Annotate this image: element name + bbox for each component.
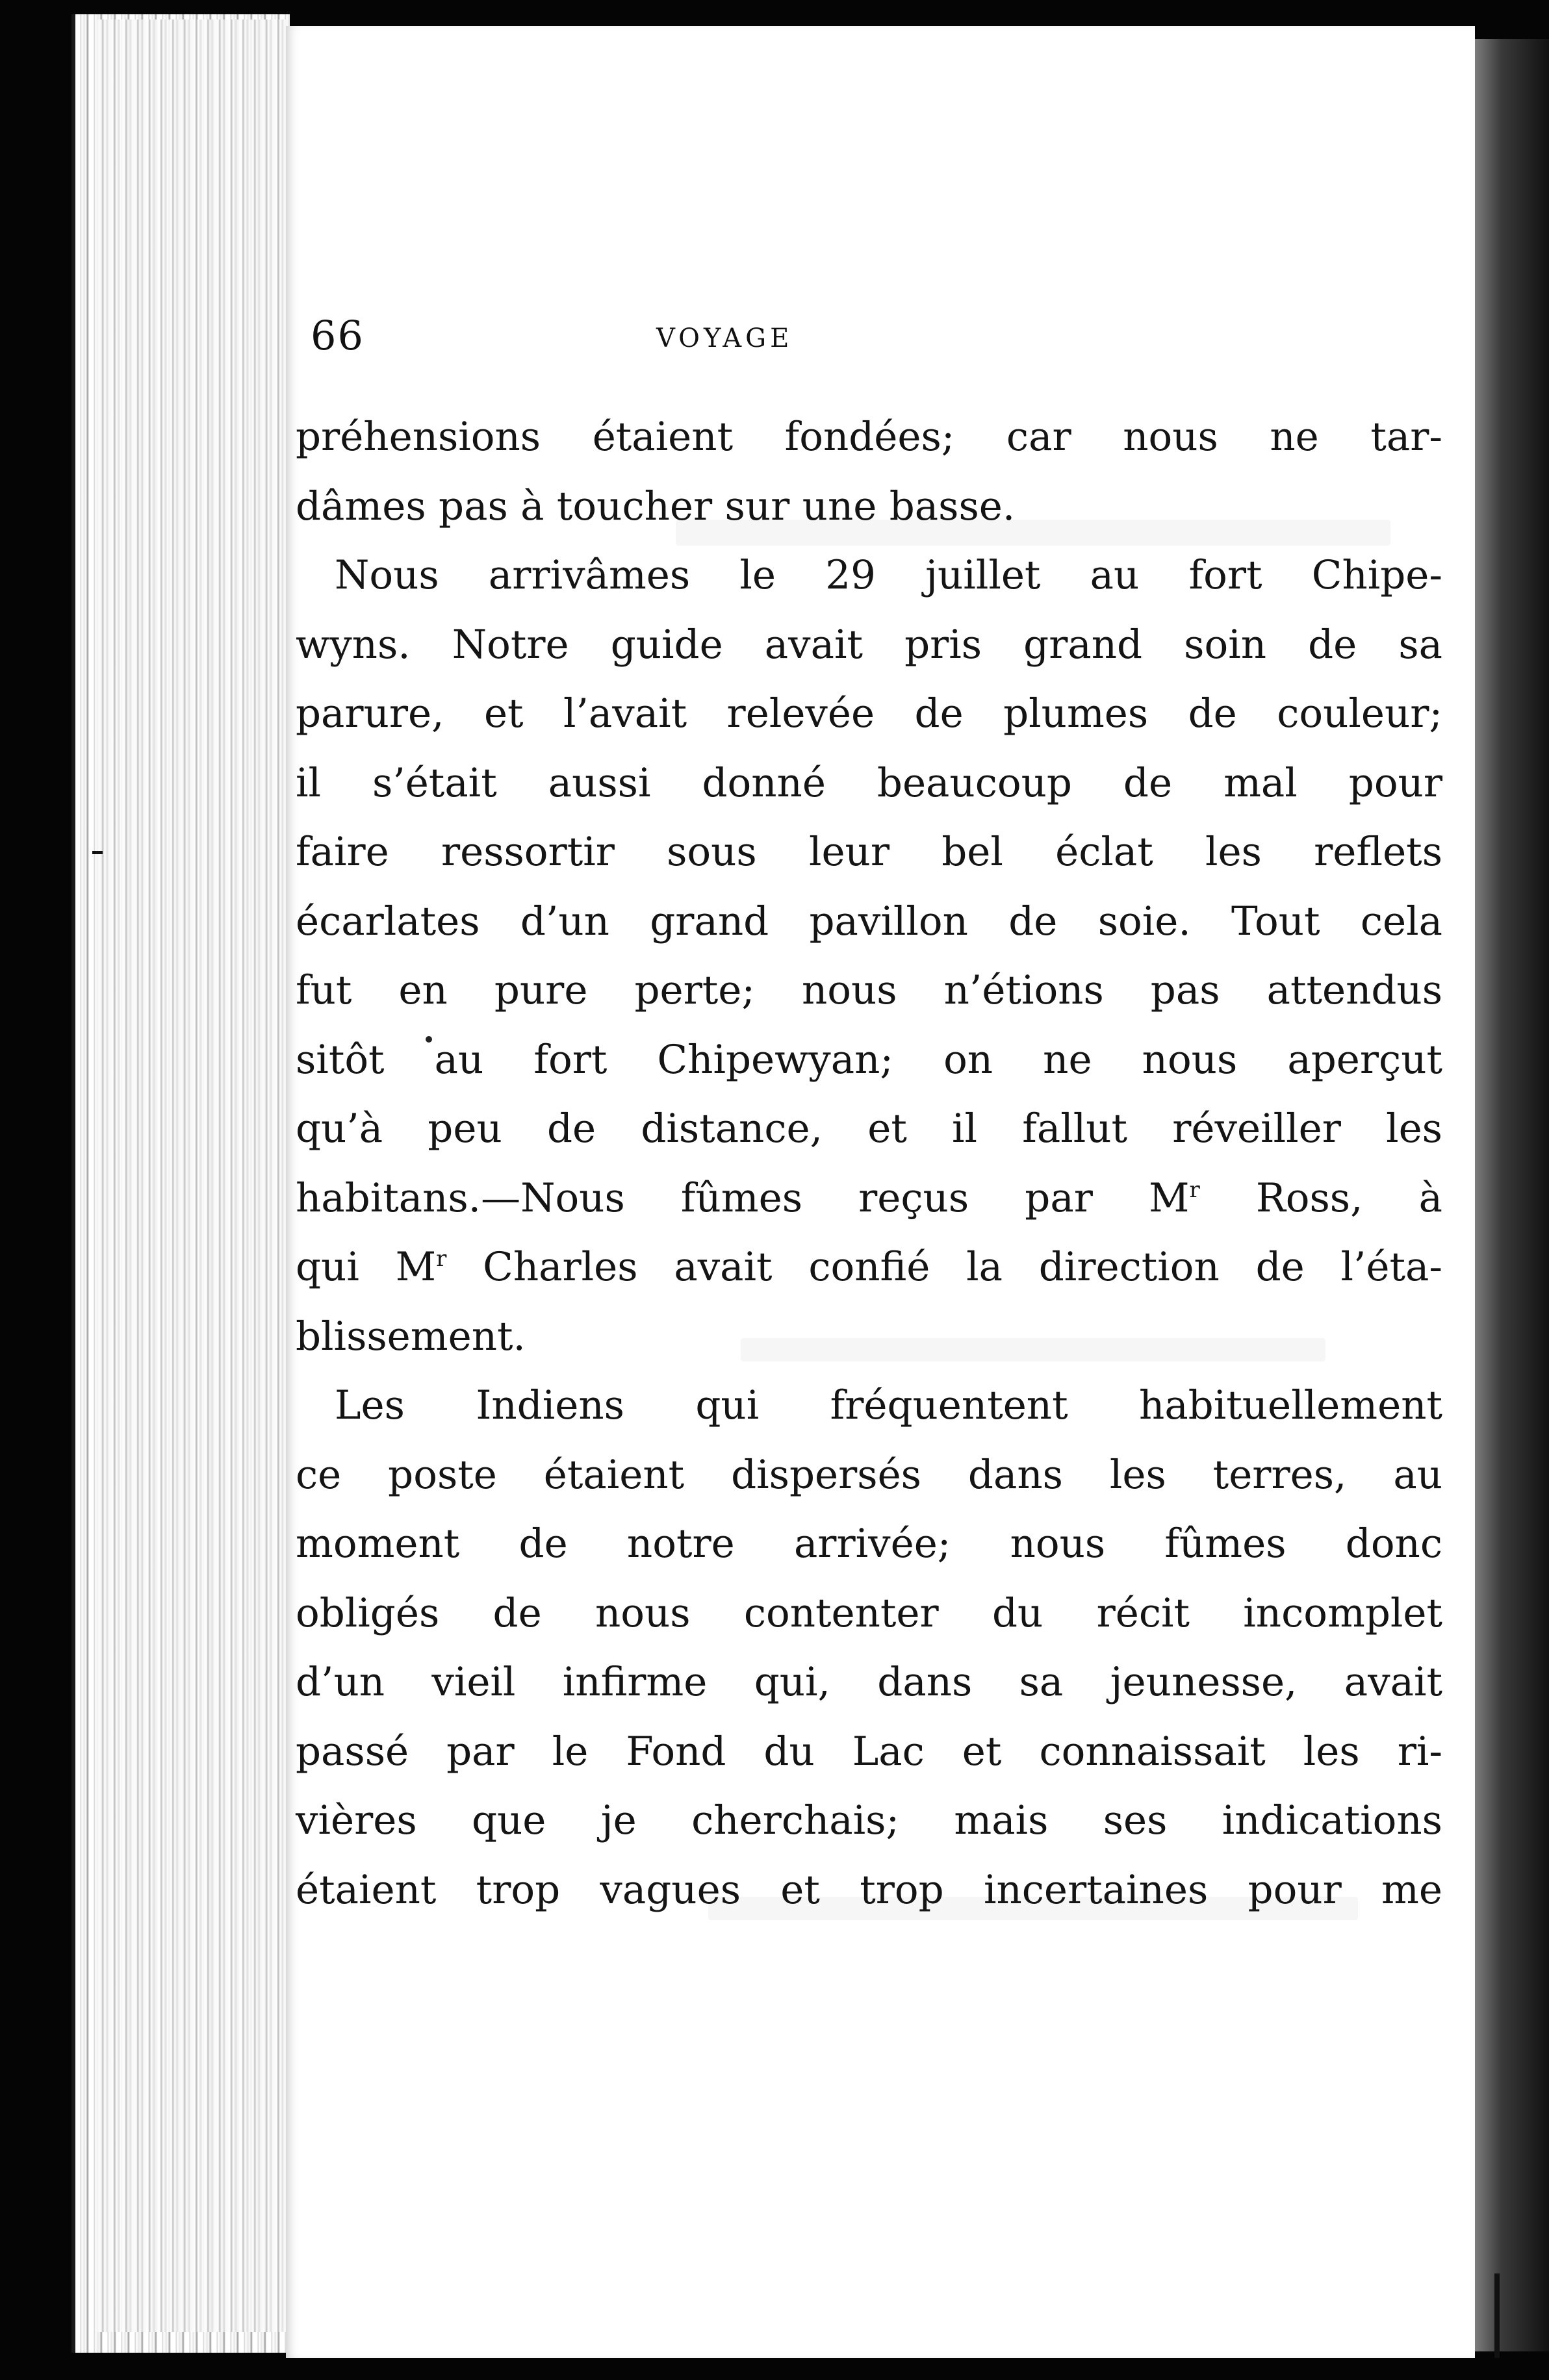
text-line: dâmes pas à toucher sur une basse. — [296, 483, 1016, 529]
text-line: passé par le Fond du Lac et connaissait les ri- — [296, 1728, 1442, 1775]
text-line: wyns. Notre guide avait pris grand soin de sa — [296, 621, 1442, 668]
text-line: il s’était aussi donné beaucoup de mal pour — [296, 759, 1442, 806]
page-number: 66 — [311, 312, 365, 359]
right-gutter-shadow — [1470, 39, 1549, 2351]
text-line: habitans.—Nous fûmes reçus par $M^r$ Ross, à — [296, 1174, 1442, 1221]
text-line: d’un vieil infirme qui, dans sa jeunesse, avait — [296, 1659, 1442, 1705]
edge-tick-mark — [1494, 2273, 1500, 2358]
edge-tick-mark — [92, 851, 103, 854]
text-line: ce poste étaient dispersés dans les terres, au — [296, 1451, 1442, 1498]
text-line: étaient trop vagues et trop incertaines pour me — [296, 1866, 1442, 1913]
text-line: préhensions étaient fondées; car nous ne tar- — [296, 414, 1442, 460]
text-line: vières que je cherchais; mais ses indications — [296, 1797, 1442, 1843]
body-text — [296, 403, 1442, 1925]
text-line: qu’à peu de distance, et il fallut réveiller les — [296, 1106, 1442, 1152]
text-line: fut en pure perte; nous n’étions pas attendus — [296, 967, 1442, 1013]
text-line: moment de notre arrivée; nous fûmes donc — [296, 1521, 1442, 1567]
stacked-page-edges-inner — [97, 19, 286, 2332]
text-line: blissement. — [296, 1313, 526, 1360]
text-line: Nous arrivâmes le 29 juillet au fort Chipe- — [335, 552, 1442, 598]
running-title: VOYAGE — [656, 323, 793, 353]
text-line: faire ressortir sous leur bel éclat les reflets — [296, 829, 1442, 875]
text-line: obligés de nous contenter du récit incomplet — [296, 1589, 1442, 1636]
text-line: sitôt au fort Chipewyan; on ne nous aperçut — [296, 1036, 1442, 1083]
text-line: qui $M^r$ Charles avait confié la direction de l’éta- — [296, 1244, 1442, 1290]
text-line: parure, et l’avait relevée de plumes de couleur; — [296, 690, 1442, 737]
text-line: écarlates d’un grand pavillon de soie. Tout cela — [296, 898, 1442, 944]
text-line: Les Indiens qui fréquentent habituellement — [335, 1382, 1442, 1428]
